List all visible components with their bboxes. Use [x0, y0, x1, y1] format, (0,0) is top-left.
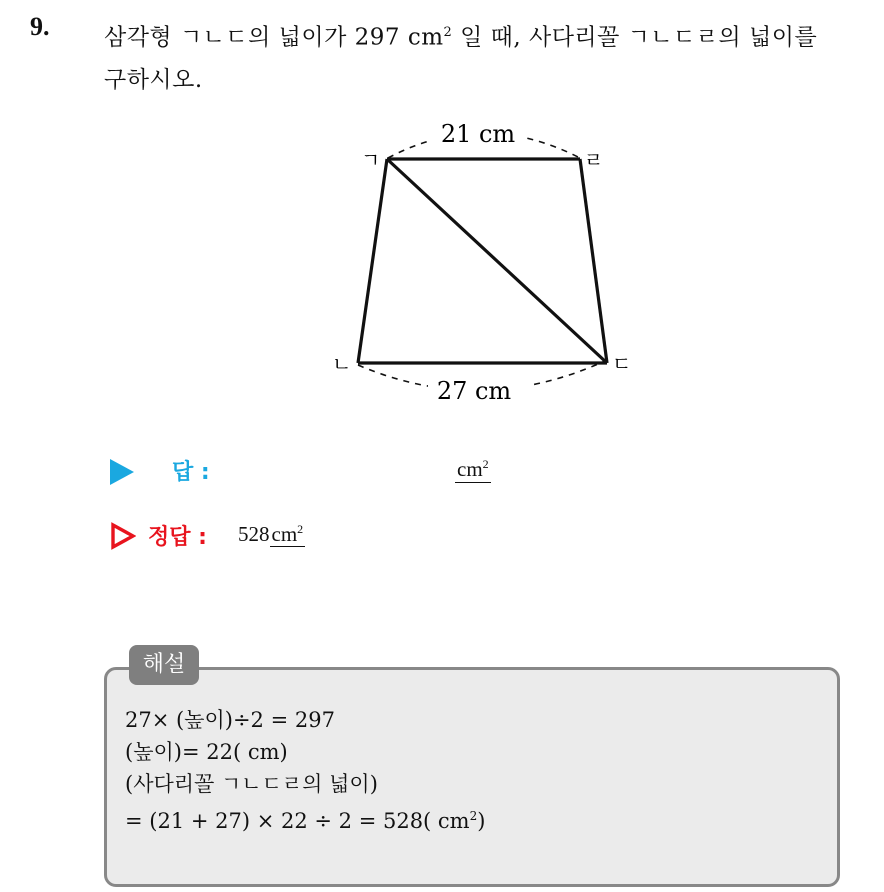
answer-label: 답 : [172, 460, 210, 485]
question-text-part-2: 일 때, 사다리꼴 ㄱㄴㄷㄹ의 넓이를 [452, 24, 818, 51]
answer-unit: cm [457, 457, 483, 481]
vertex-label-top-left: ㄱ [361, 148, 381, 172]
vertex-label-bottom-right: ㄷ [612, 352, 632, 376]
answer-triangle-icon [110, 459, 134, 485]
question-text-superscript: 2 [443, 25, 453, 40]
solution-line-2: (높이)= 22( cm) [125, 740, 288, 764]
correct-answer-value: 528 [238, 522, 270, 546]
correct-answer-row [110, 520, 610, 556]
trapezoid-figure [310, 110, 650, 410]
question-number: 9. [30, 12, 50, 41]
solution-line-3: (사다리꼴 ㄱㄴㄷㄹ의 넓이) [125, 772, 378, 796]
correct-answer-unit-wrap [270, 522, 306, 547]
solution-line-4-end: ) [477, 809, 486, 833]
answer-unit-superscript: 2 [482, 457, 489, 471]
solution-line-4-superscript: 2 [469, 809, 478, 823]
question-text-line-2: 구하시오. [104, 66, 203, 93]
correct-answer-unit-superscript: 2 [297, 522, 304, 536]
solution-tag: 해설 [129, 645, 199, 685]
answer-blank[interactable] [455, 457, 491, 483]
question-text-part-1: 삼각형 ㄱㄴㄷ의 넓이가 297 cm [104, 24, 444, 51]
vertex-label-top-right: ㄹ [584, 148, 604, 172]
correct-answer-value-wrap [238, 522, 305, 547]
diagonal [387, 159, 607, 363]
answer-row [110, 455, 610, 491]
correct-answer-unit: cm [271, 522, 298, 546]
question-text [104, 12, 874, 101]
solution-line-1: 27× (높이)÷2 = 297 [125, 708, 335, 732]
question-text-line-1 [104, 12, 874, 59]
solution-line-4 [125, 800, 825, 837]
vertex-label-bottom-left: ㄴ [332, 352, 352, 376]
solution-content [125, 704, 825, 837]
left-edge [358, 159, 387, 363]
top-length-label: 21 cm [440, 120, 516, 148]
solution-line-4-main: = (21 + 27) × 22 ÷ 2 = 528( cm [125, 809, 470, 833]
right-edge [580, 159, 607, 363]
correct-answer-label: 정답 : [148, 525, 207, 550]
correct-triangle-outline-icon [110, 522, 136, 550]
bottom-length-label: 27 cm [436, 377, 512, 405]
